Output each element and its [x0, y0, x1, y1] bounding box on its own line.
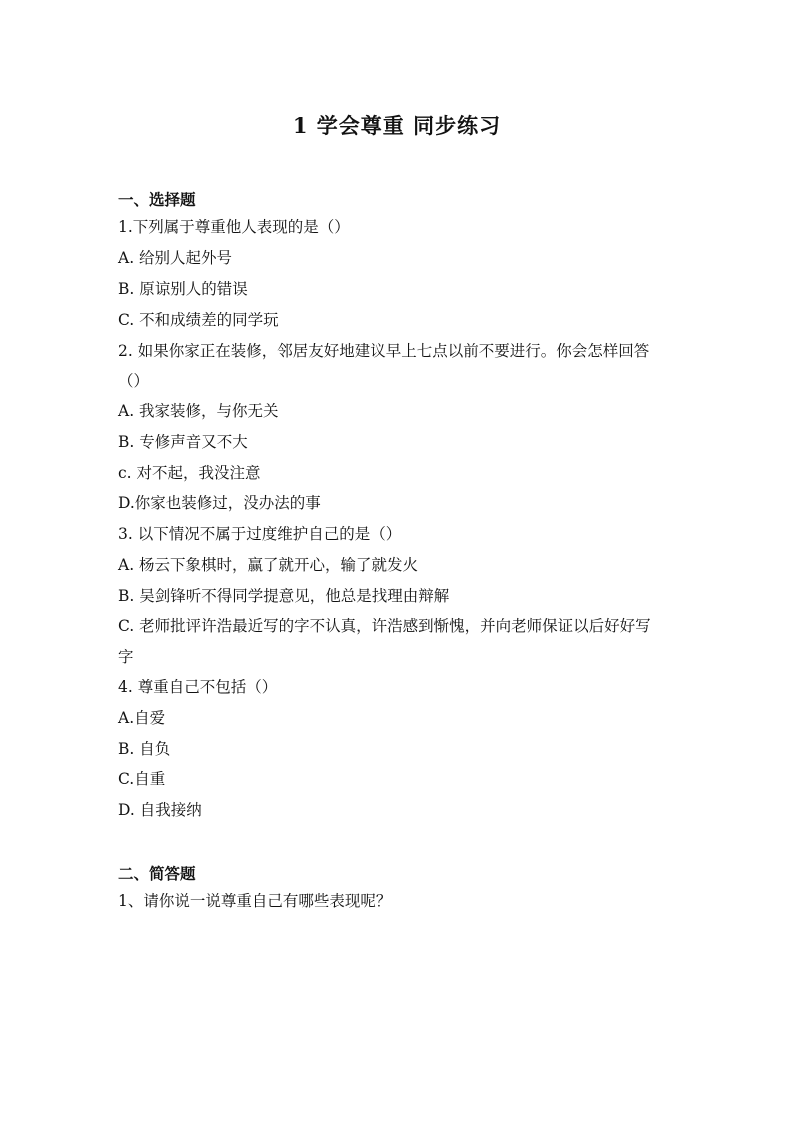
question-4-option-c: C.自重 [118, 770, 166, 788]
question-1-option-b: B. 原谅别人的错误 [118, 280, 248, 298]
section-heading-short-answer: 二、简答题 [118, 864, 196, 883]
question-2-option-a: A. 我家装修，与你无关 [118, 402, 279, 420]
question-3-option-c-line-2: 字 [118, 648, 134, 666]
question-1-stem: 1.下列属于尊重他人表现的是（） [118, 218, 350, 236]
question-1-option-c: C. 不和成绩差的同学玩 [118, 311, 279, 329]
question-4-option-a: A.自爱 [118, 709, 166, 727]
short-answer-question-1: 1、请你说一说尊重自己有哪些表现呢？ [118, 892, 392, 910]
question-3-option-c-line-1: C. 老师批评许浩最近写的字不认真，许浩感到惭愧，并向老师保证以后好好写 [118, 617, 651, 635]
question-3-stem: 3. 以下情况不属于过度维护自己的是（） [118, 525, 402, 543]
question-2-stem-line-2: （） [118, 372, 150, 390]
question-2-option-d: D.你家也装修过，没办法的事 [118, 494, 321, 512]
question-2-stem-line-1: 2. 如果你家正在装修，邻居友好地建议早上七点以前不要进行。你会怎样回答 [118, 342, 650, 360]
question-4-option-b: B. 自负 [118, 740, 171, 758]
question-2-option-b: B. 专修声音又不大 [118, 433, 248, 451]
section-heading-multiple-choice: 一、选择题 [118, 190, 196, 209]
question-3-option-a: A. 杨云下象棋时，赢了就开心，输了就发火 [118, 556, 419, 574]
question-1-option-a: A. 给别人起外号 [118, 249, 233, 267]
question-4-stem: 4. 尊重自己不包括（） [118, 678, 278, 696]
question-3-option-b: B. 吴剑锋听不得同学提意见，他总是找理由辩解 [118, 587, 450, 605]
question-4-option-d: D. 自我接纳 [118, 801, 202, 819]
document-title: 1 学会尊重 同步练习 [292, 113, 502, 138]
question-2-option-c: c. 对不起，我没注意 [118, 464, 261, 482]
